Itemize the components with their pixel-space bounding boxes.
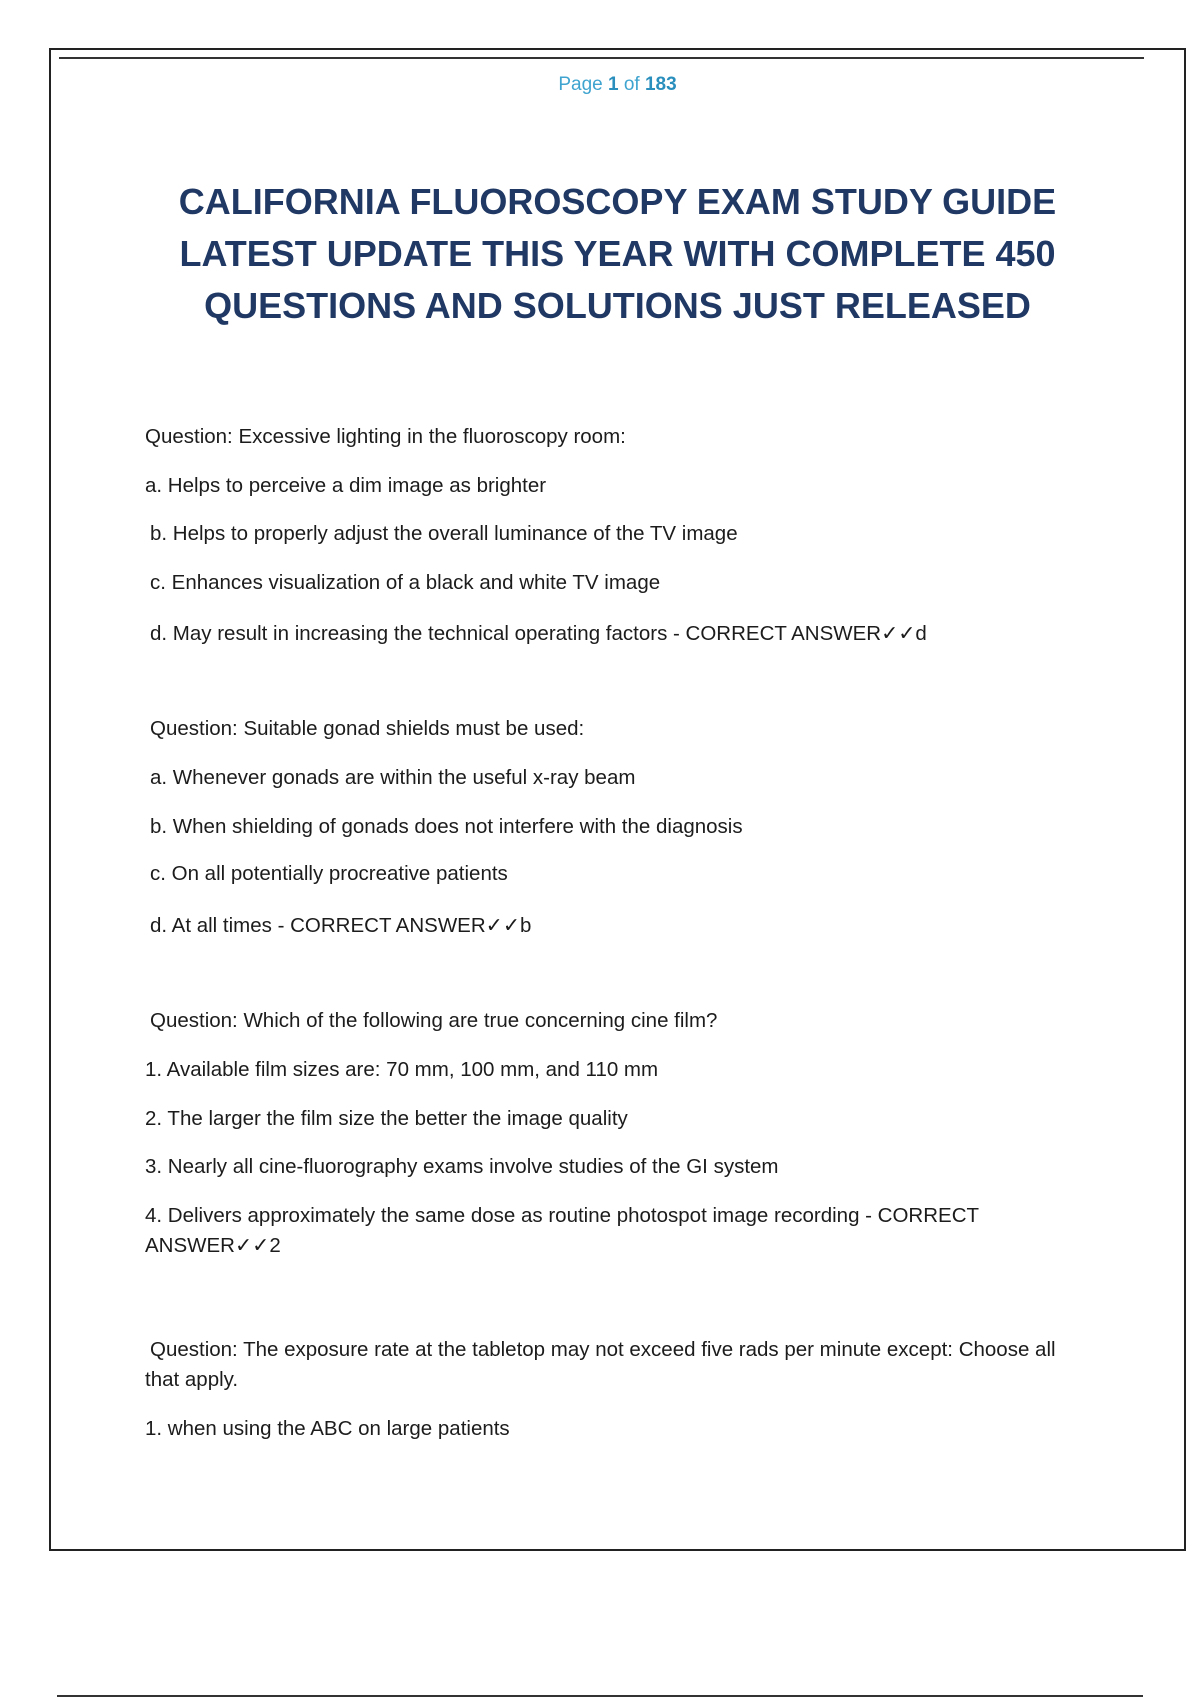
page-of: of <box>618 74 645 95</box>
answer-option: a. Helps to perceive a dim image as brighter <box>145 474 547 497</box>
question-text: Question: Suitable gonad shields must be used: <box>150 717 585 740</box>
question-text: Question: Which of the following are true concerning cine film? <box>150 1009 718 1032</box>
answer-option-correct: d. At all times - CORRECT ANSWER✓✓b <box>150 914 532 937</box>
page-prefix: Page <box>558 74 608 95</box>
answer-option: c. On all potentially procreative patients <box>150 862 508 885</box>
answer-option: b. Helps to properly adjust the overall luminance of the TV image <box>150 522 738 545</box>
title-line-1: CALIFORNIA FLUOROSCOPY EXAM STUDY GUIDE <box>178 181 1057 222</box>
page-frame <box>49 48 1186 1551</box>
answer-option: a. Whenever gonads are within the useful x-ray beam <box>150 766 636 789</box>
answer-option: 1. when using the ABC on large patients <box>145 1417 510 1440</box>
header-rule <box>59 57 1144 59</box>
page-total: 183 <box>644 74 677 95</box>
answer-option: c. Enhances visualization of a black and white TV image <box>150 571 661 594</box>
answer-option: 3. Nearly all cine-fluorography exams involve studies of the GI system <box>145 1155 779 1178</box>
answer-option: 1. Available film sizes are: 70 mm, 100 mm, and 110 mm <box>145 1058 659 1081</box>
page-number <box>51 74 1184 96</box>
answer-option: 2. The larger the film size the better the image quality <box>145 1107 628 1130</box>
answer-option: b. When shielding of gonads does not interfere with the diagnosis <box>150 815 743 838</box>
title-line-3: QUESTIONS AND SOLUTIONS JUST RELEASED <box>204 285 1031 326</box>
question-text: Question: Excessive lighting in the fluoroscopy room: <box>145 425 626 448</box>
footer-rule <box>57 1695 1143 1697</box>
answer-option-correct: d. May result in increasing the technical operating factors - CORRECT ANSWER✓✓d <box>150 622 927 645</box>
question-text: Question: The exposure rate at the tabletop may not exceed five rads per minute except: Choose all that apply. <box>145 1338 1056 1391</box>
document-title <box>111 176 1124 332</box>
answer-option-correct: 4. Delivers approximately the same dose as routine photospot image recording - CORRECT ANSWER✓✓2 <box>145 1204 979 1257</box>
title-line-2: LATEST UPDATE THIS YEAR WITH COMPLETE 450 <box>179 233 1056 274</box>
page-current: 1 <box>607 74 619 95</box>
